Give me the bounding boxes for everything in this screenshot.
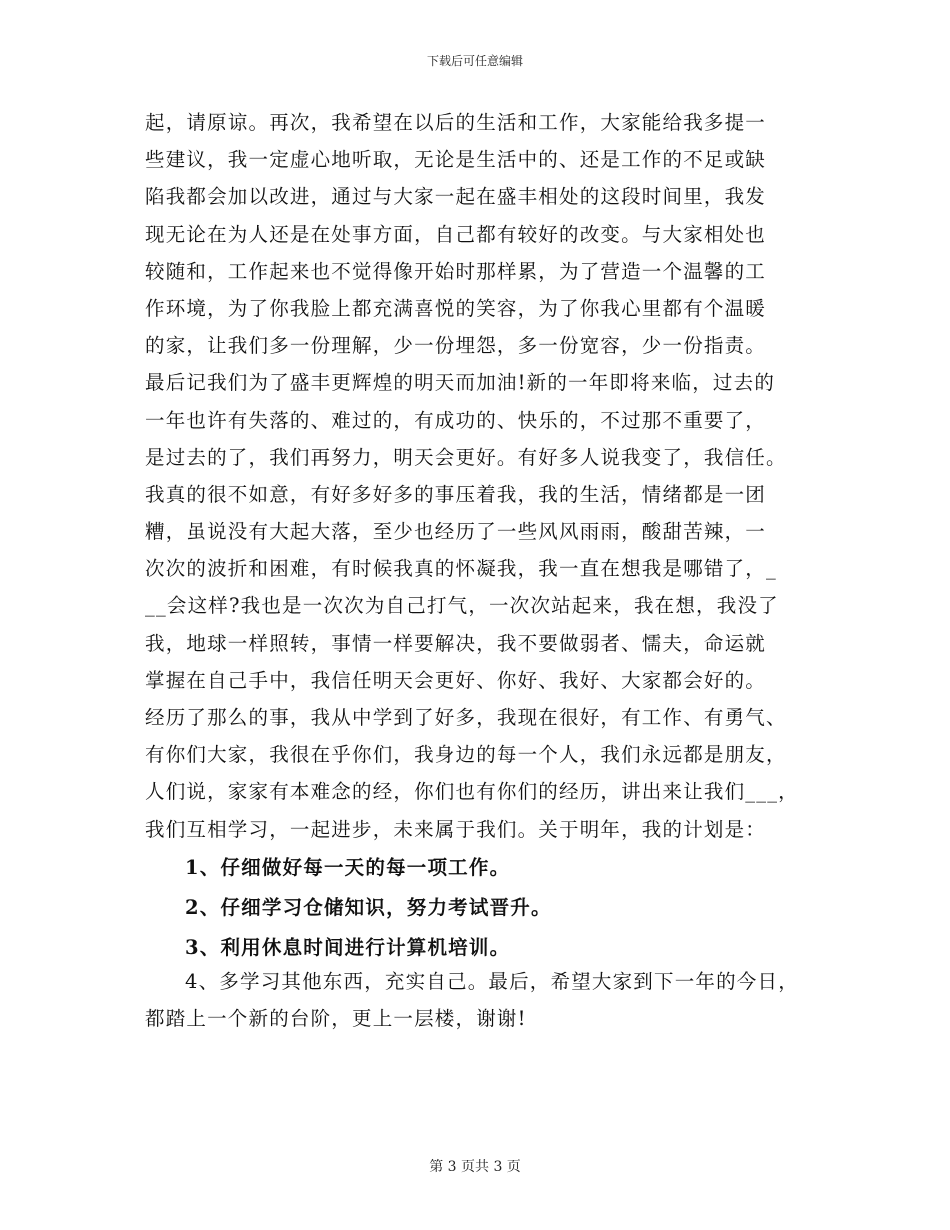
text-line: 些建议，我一定虚心地听取，无论是生活中的、还是工作的不足或缺 (145, 148, 767, 172)
page-footer: 第 3 页共 3 页 (429, 1159, 521, 1175)
text-line: 我们互相学习，一起进步，未来属于我们。关于明年，我的计划是： (145, 817, 767, 841)
plan-item-4: 4、多学习其他东西，充实自己。最后，希望大家到下一年的今日， (185, 970, 799, 993)
text-line: 是过去的了，我们再努力，明天会更好。有好多人说我变了，我信任。 (145, 445, 787, 469)
text-line: 糟，虽说没有大起大落，至少也经历了一些风风雨雨，酸甜苦辣，一 (145, 520, 767, 544)
text-line: 作环境，为了你我脸上都充满喜悦的笑容，为了你我心里都有个温暖 (145, 296, 767, 320)
text-line: 都踏上一个新的台阶，更上一层楼，谢谢! (145, 1007, 527, 1031)
text-line: 我真的很不如意，有好多好多的事压着我，我的生活，情绪都是一团 (145, 482, 767, 506)
text-line: __会这样?我也是一次次为自己打气，一次次站起来，我在想，我没了 (145, 594, 779, 618)
text-line: 最后记我们为了盛丰更辉煌的明天而加油!新的一年即将来临，过去的 (145, 371, 776, 395)
plan-item-1: 1、仔细做好每一天的每一项工作。 (185, 856, 511, 879)
text-line: 人们说，家家有本难念的经，你们也有你们的经历，讲出来让我们___， (145, 780, 799, 804)
text-line: 有你们大家，我很在乎你们，我身边的每一个人，我们永远都是朋友， (145, 743, 787, 767)
text-line: 我，地球一样照转，事情一样要解决，我不要做弱者、懦夫，命运就 (145, 631, 767, 655)
text-line: 一年也许有失落的、难过的，有成功的、快乐的，不过那不重要了， (145, 408, 767, 432)
text-line: 次次的波折和困难，有时候我真的怀凝我，我一直在想我是哪错了，_ (145, 557, 777, 581)
text-line: 掌握在自己手中，我信任明天会更好、你好、我好、大家都会好的。 (145, 668, 767, 692)
text-line: 现无论在为人还是在处事方面，自己都有较好的改变。与大家相处也 (145, 222, 767, 246)
closing-paragraph (145, 963, 835, 1037)
plan-item-3: 3、利用休息时间进行计算机培训。 (185, 936, 511, 959)
body-paragraph (145, 104, 835, 848)
text-line: 较随和，工作起来也不觉得像开始时那样累，为了营造一个温馨的工 (145, 259, 767, 283)
page-header: 下载后可任意编辑 (426, 54, 523, 68)
text-line: 陷我都会加以改进，通过与大家一起在盛丰相处的这段时间里，我发 (145, 185, 767, 209)
plan-list (145, 848, 835, 968)
plan-item-2: 2、仔细学习仓储知识，努力考试晋升。 (185, 896, 552, 919)
text-line: 经历了那么的事，我从中学到了好多，我现在很好，有工作、有勇气、 (145, 706, 787, 729)
text-line: 的家，让我们多一份理解，少一份埋怨，多一份宽容，少一份指责。 (145, 334, 767, 358)
text-line: 起，请原谅。再次，我希望在以后的生活和工作，大家能给我多提一 (145, 111, 767, 134)
